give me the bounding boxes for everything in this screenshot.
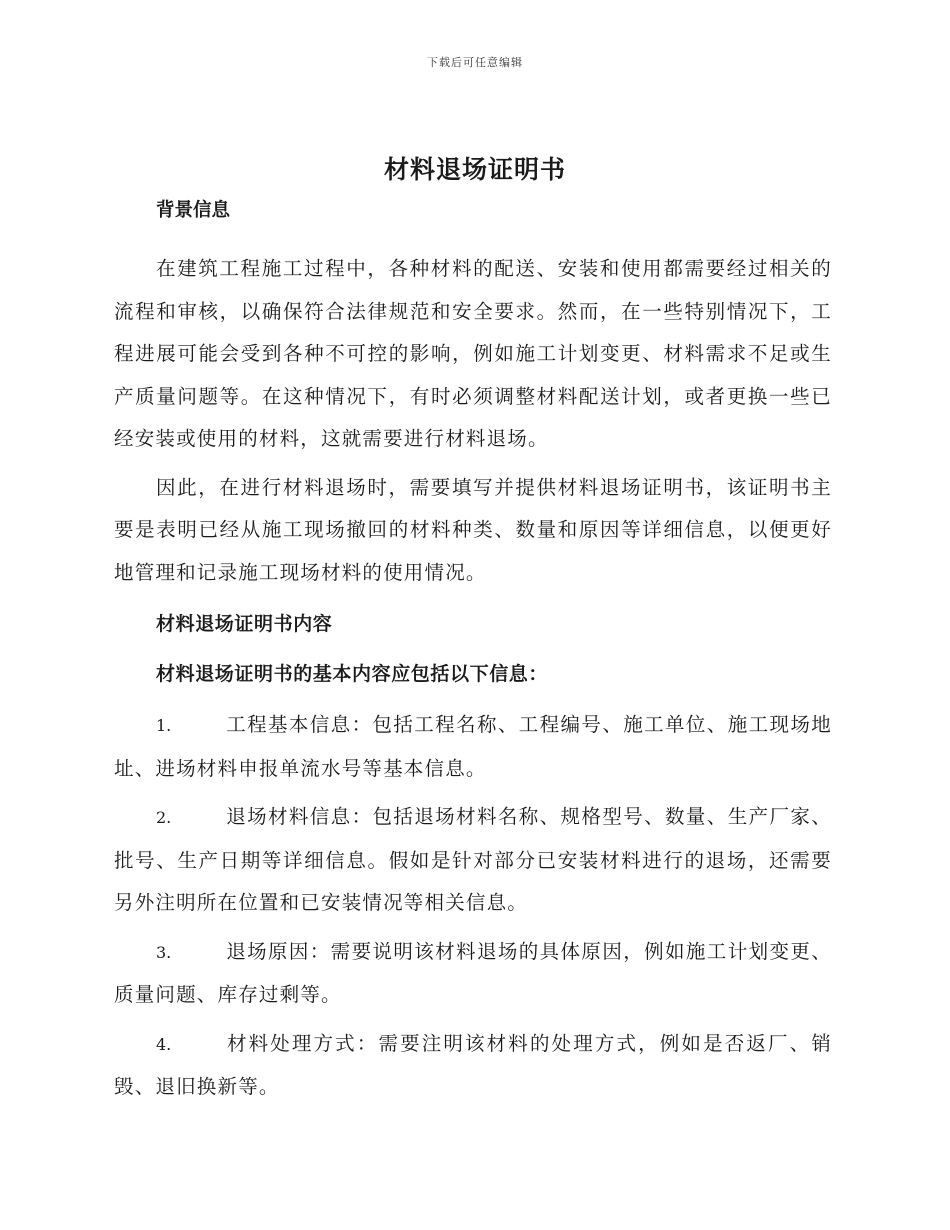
content-intro: 材料退场证明书的基本内容应包括以下信息： (156, 663, 549, 685)
header-note: 下载后可任意编辑 (427, 56, 523, 69)
document-body (114, 196, 832, 1109)
list-item (114, 931, 832, 1017)
background-heading: 背景信息 (156, 200, 231, 221)
list-item (114, 796, 832, 925)
list-item-number: 4. (156, 1034, 172, 1054)
list-item (114, 704, 832, 790)
background-paragraph-1: 在建筑工程施工过程中，各种材料的配送、安装和使用都需要经过相关的流程和审核，以确保符合法律规范和安全要求。然而，在一些特别情况下，工程进展可能会受到各种不可控的影响，例如施工计划变更、材料需求不足或生产质量问题等。在这种情况下，有时必须调整材料配送计划，或者更换一些已经安装或使用的材料，这就需要进行材料退场。 (114, 257, 832, 450)
list-item-number: 3. (156, 942, 172, 962)
list-item-number: 2. (156, 808, 172, 827)
list-item-text: 材料处理方式：需要注明该材料的处理方式，例如是否返厂、销毁、退旧换新等。 (114, 1031, 832, 1098)
list-item-text: 工程基本信息：包括工程名称、工程编号、施工单位、施工现场地址、进场材料申报单流水号等基本信息。 (114, 713, 832, 780)
list-item-text: 退场原因：需要说明该材料退场的具体原因，例如施工计划变更、质量问题、库存过剩等。 (114, 939, 832, 1006)
list-item-number: 1. (156, 716, 172, 735)
list-item-text: 退场材料信息：包括退场材料名称、规格型号、数量、生产厂家、批号、生产日期等详细信息。假如是针对部分已安装材料进行的退场，还需要另外注明所在位置和已安装情况等相关信息。 (114, 805, 832, 914)
list-item (114, 1023, 832, 1109)
document-title: 材料退场证明书 (383, 155, 566, 184)
content-heading: 材料退场证明书内容 (156, 613, 333, 635)
background-paragraph-2: 因此，在进行材料退场时，需要填写并提供材料退场证明书，该证明书主要是表明已经从施工现场撤回的材料种类、数量和原因等详细信息，以便更好地管理和记录施工现场材料的使用情况。 (114, 475, 832, 584)
